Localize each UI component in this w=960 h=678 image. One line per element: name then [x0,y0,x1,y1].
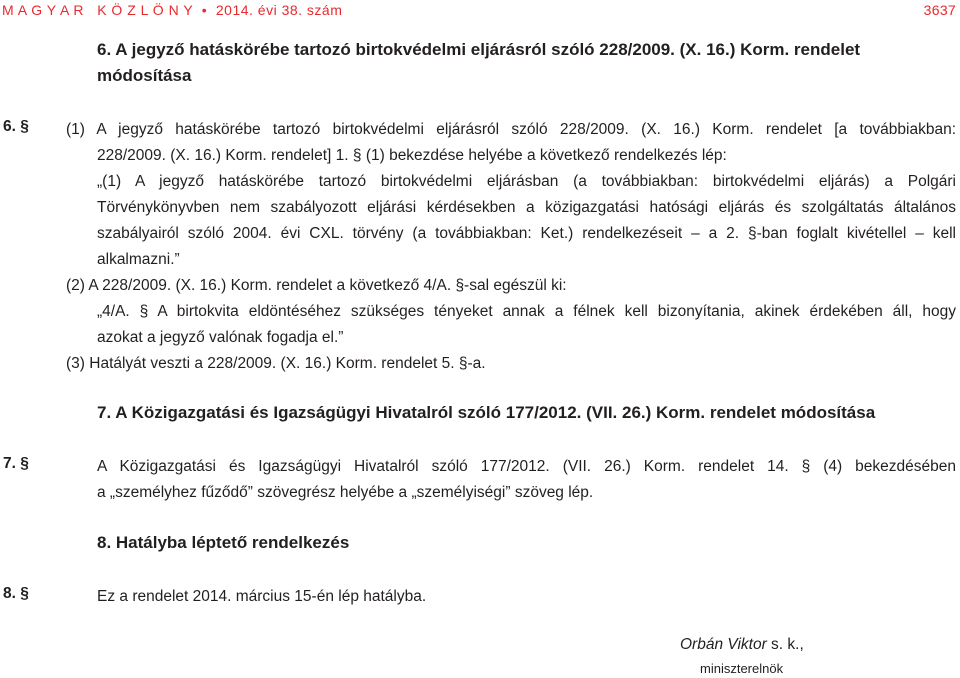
signatory-suffix: s. k., [766,636,804,653]
section-6-p2-line1: (2) A 228/2009. (X. 16.) Korm. rendelet a következő 4/A. §-sal egészül ki: [66,277,567,294]
section-6-p1-line1: (1) A jegyző hatáskörébe tartozó birtokvédelmi eljárásról szóló 228/2009. (X. 16.) Korm. rendelet [a továbbiakban: [66,121,956,138]
section-8-heading: 8. Hatályba léptető rendelkezés [97,533,350,552]
signatory-title: miniszterelnök [700,661,784,676]
section-7-heading: 7. A Közigazgatási és Igazságügyi Hivatalról szóló 177/2012. (VII. 26.) Korm. rendelet módosítása [97,403,876,422]
section-6-p1-line4: Törvénykönyvben nem szabályozott eljárási kérdésekben a közigazgatási hatósági eljárás és szolgáltatás általános [97,199,956,216]
section-8-line1: Ez a rendelet 2014. március 15-én lép hatályba. [97,588,427,605]
section-6-p2-line3: azokat a jegyző valónak fogadja el.” [97,329,344,346]
page-number: 3637 [923,2,956,18]
section-7-line1: A Közigazgatási és Igazságügyi Hivatalról szóló 177/2012. (VII. 26.) Korm. rendelet 14. § (4) bekezdésében [97,458,956,475]
publication-title: M A G Y A R K Ö Z L Ö N Y • 2014. évi 38. szám [2,2,343,18]
section-6-p1-line5: szabályairól szóló 2004. évi CXL. törvény (a továbbiakban: Ket.) rendelkezéseit – a 2. §-ban foglalt kivétellel – kell [97,225,956,242]
section-8-paragraph-number: 8. § [3,585,29,602]
section-6-p3-line1: (3) Hatályát veszti a 228/2009. (X. 16.) Korm. rendelet 5. §-a. [66,355,486,372]
section-6-p2-line2: „4/A. § A birtokvita eldöntéséhez szükséges tényeket annak a félnek kell bizonyítania, akinek érdekében áll, hogy [97,303,956,320]
section-6-p1-line3: „(1) A jegyző hatáskörébe tartozó birtokvédelmi eljárásban (a továbbiakban: birtokvédelmi eljárás) a Polgári [97,173,956,190]
section-7-line2: a „személyhez fűződő” szövegrész helyébe a „személyiségi” szöveg lép. [97,484,594,501]
section-6-p1-line6: alkalmazni.” [97,251,180,268]
section-6-paragraph-number: 6. § [3,118,29,135]
signatory-line [680,636,804,654]
section-6-heading-line1: 6. A jegyző hatáskörébe tartozó birtokvédelmi eljárásról szóló 228/2009. (X. 16.) Korm. rendelet [97,40,861,59]
section-6-heading-line2: módosítása [97,66,192,85]
section-6-p1-line2: 228/2009. (X. 16.) Korm. rendelet] 1. § (1) bekezdése helyébe a következő rendelkezés lép: [97,147,727,164]
signatory-name: Orbán Viktor [680,636,767,653]
section-7-paragraph-number: 7. § [3,455,29,472]
